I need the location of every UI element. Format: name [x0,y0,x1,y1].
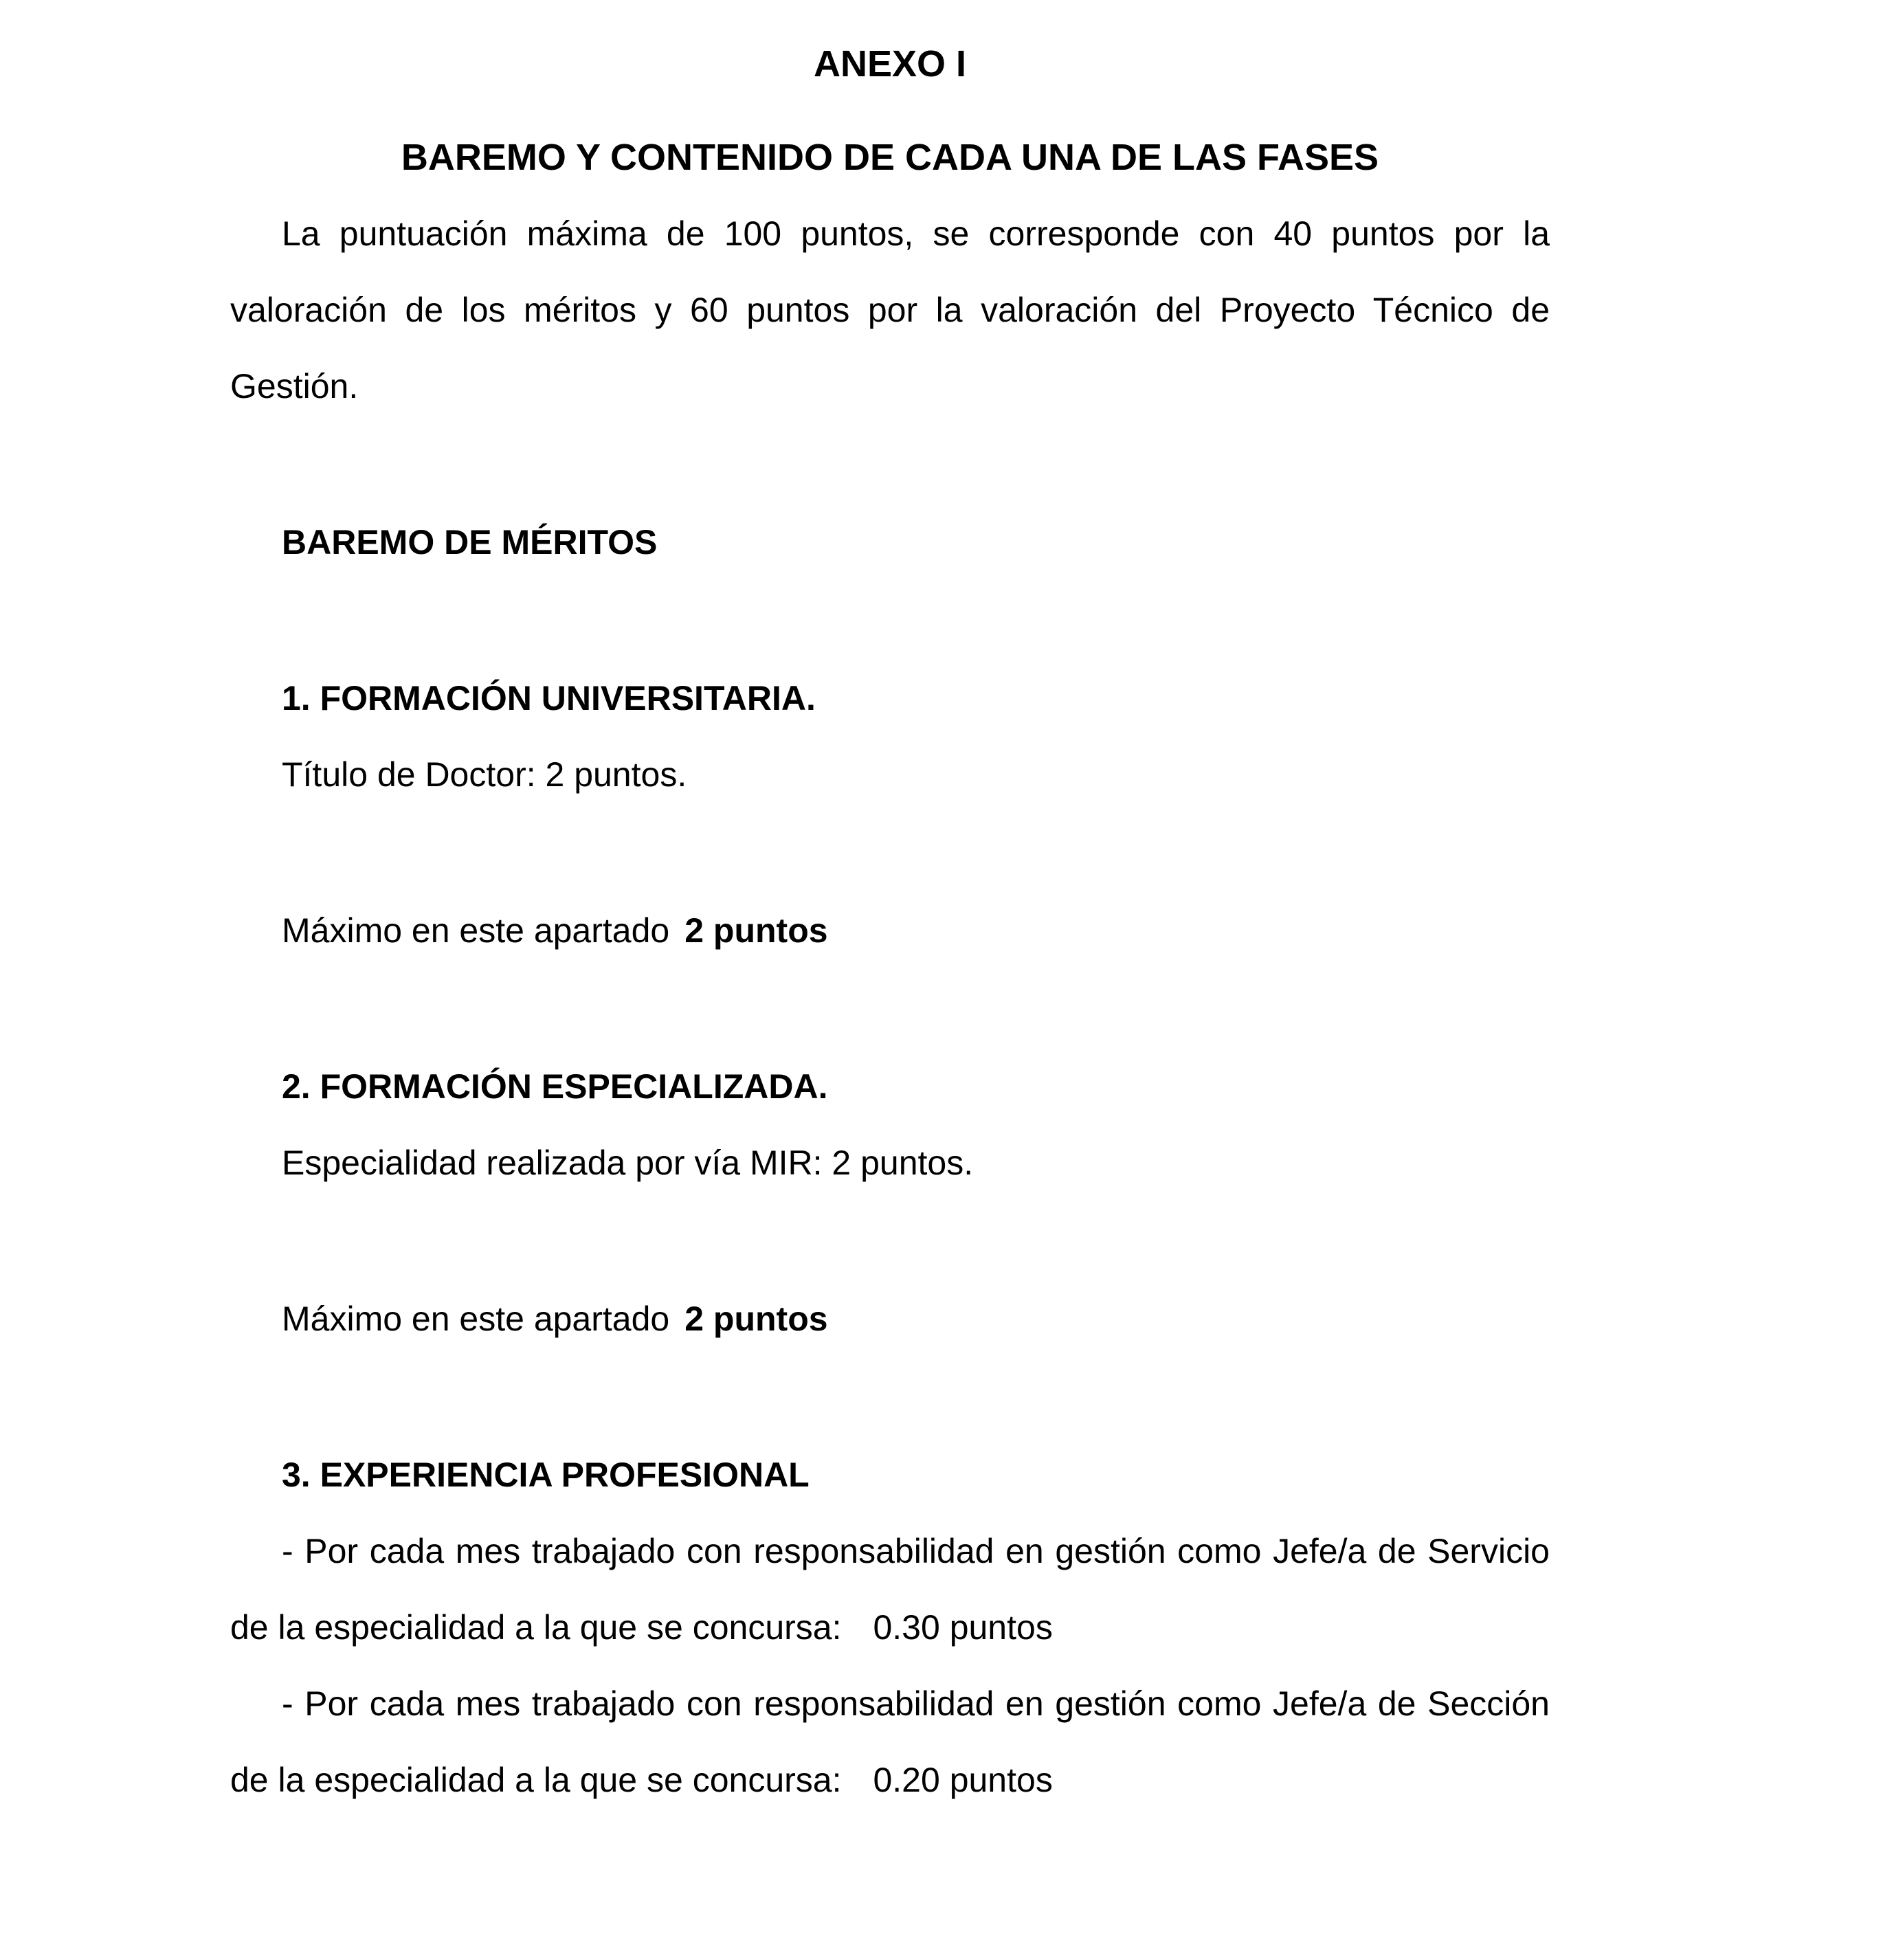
experience-item-servicio-line-1: - Por cada mes trabajado con responsabilidad en gestión como Jefe/a de Servicio [282,1532,1550,1570]
intro-paragraph [230,196,1550,425]
annex-title: ANEXO I [813,43,967,85]
section-2-max-label: Máximo en este apartado [282,1300,670,1338]
experience-item-seccion-label: de la especialidad a la que se concursa: [230,1761,842,1799]
baremo-meritos-heading: BAREMO DE MÉRITOS [282,523,658,561]
section-1-max-value: 2 puntos [684,911,828,950]
experience-item-servicio-value: 0.30 puntos [873,1608,1053,1647]
document-content [230,26,1550,1818]
section-2-body: Especialidad realizada por vía MIR: 2 puntos. [282,1144,974,1182]
experience-item-servicio-line-2 [230,1590,1550,1666]
section-2-heading: 2. FORMACIÓN ESPECIALIZADA. [282,1067,828,1106]
section-1-max-line [230,893,1550,969]
section-2-max-line [230,1281,1550,1357]
intro-line-3: Gestión. [230,367,359,405]
experience-item-servicio-label: de la especialidad a la que se concursa: [230,1608,842,1647]
section-2-max-value: 2 puntos [684,1300,828,1338]
section-1-body: Título de Doctor: 2 puntos. [282,755,687,794]
document-title: BAREMO Y CONTENIDO DE CADA UNA DE LAS FASES [401,137,1379,178]
intro-line-2: valoración de los méritos y 60 puntos por la valoración del Proyecto Técnico de [230,291,1550,329]
experience-item-seccion-line-1: - Por cada mes trabajado con responsabilidad en gestión como Jefe/a de Sección [282,1684,1550,1723]
intro-line-1: La puntuación máxima de 100 puntos, se corresponde con 40 puntos por la [282,214,1550,253]
section-1-heading: 1. FORMACIÓN UNIVERSITARIA. [282,679,816,717]
experience-item-seccion-line-2 [230,1742,1550,1818]
section-1-max-label: Máximo en este apartado [282,911,670,950]
experience-item-seccion-value: 0.20 puntos [873,1761,1053,1799]
experience-item-servicio [230,1513,1550,1666]
section-3-heading: 3. EXPERIENCIA PROFESIONAL [282,1456,810,1494]
experience-item-seccion [230,1666,1550,1818]
